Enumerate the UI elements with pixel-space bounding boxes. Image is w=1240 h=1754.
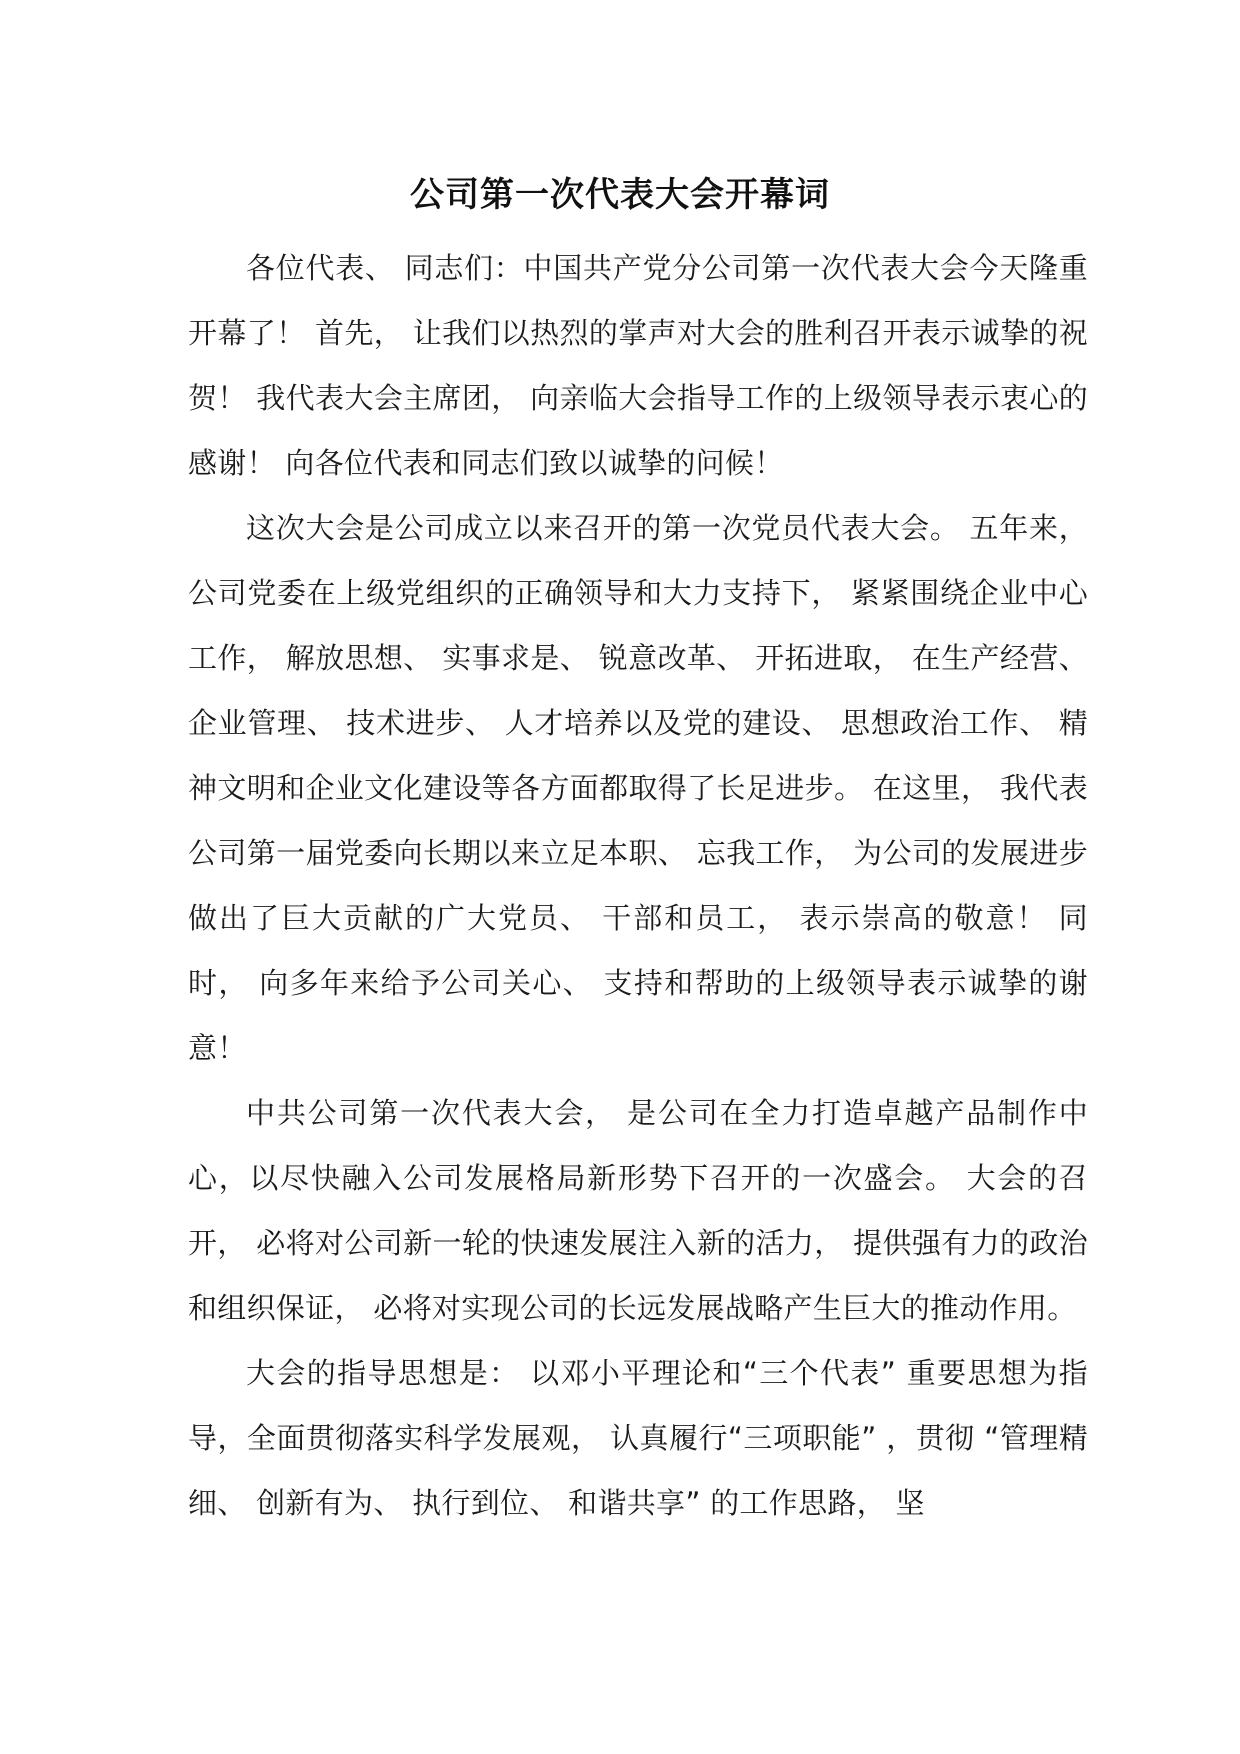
paragraph-4: 大会的指导思想是： 以邓小平理论和“三个代表” 重要思想为指导，全面贯彻落实科学发展观， 认真履行“三项职能” ，贯彻 “管理精细、 创新有为、 执行到位、 和谐共享” 的工作思路， 坚	[188, 1356, 1088, 1520]
paragraph-2: 这次大会是公司成立以来召开的第一次党员代表大会。 五年来，公司党委在上级党组织的正确领导和大力支持下， 紧紧围绕企业中心工作， 解放思想、 实事求是、 锐意改革、 开拓进取， 在生产经营、 企业管理、 技术进步、 人才培养以及党的建设、 思想政治工作、 精神文明和企业文化建设等各方面都取得了长足进步。 在这里， 我代表公司第一届党委向长期以来立足本职、 忘我工作， 为公司的发展进步做出了巨大贡献的广大党员、 干部和员工， 表示崇高的敬意！ 同时， 向多年来给予公司关心、 支持和帮助的上级领导表示诚挚的谢意！	[188, 511, 1088, 1065]
paragraph-1: 各位代表、 同志们：中国共产党分公司第一次代表大会今天隆重开幕了！ 首先， 让我们以热烈的掌声对大会的胜利召开表示诚挚的祝贺！ 我代表大会主席团， 向亲临大会指导工作的上级领导表示衷心的感谢！ 向各位代表和同志们致以诚挚的问候！	[188, 251, 1088, 480]
paragraph-3: 中共公司第一次代表大会， 是公司在全力打造卓越产品制作中心，以尽快融入公司发展格局新形势下召开的一次盛会。 大会的召开， 必将对公司新一轮的快速发展注入新的活力， 提供强有力的政治和组织保证， 必将对实现公司的长远发展战略产生巨大的推动作用。	[188, 1096, 1088, 1325]
document-body	[188, 236, 1088, 1536]
document-title: 公司第一次代表大会开幕词	[410, 175, 830, 215]
